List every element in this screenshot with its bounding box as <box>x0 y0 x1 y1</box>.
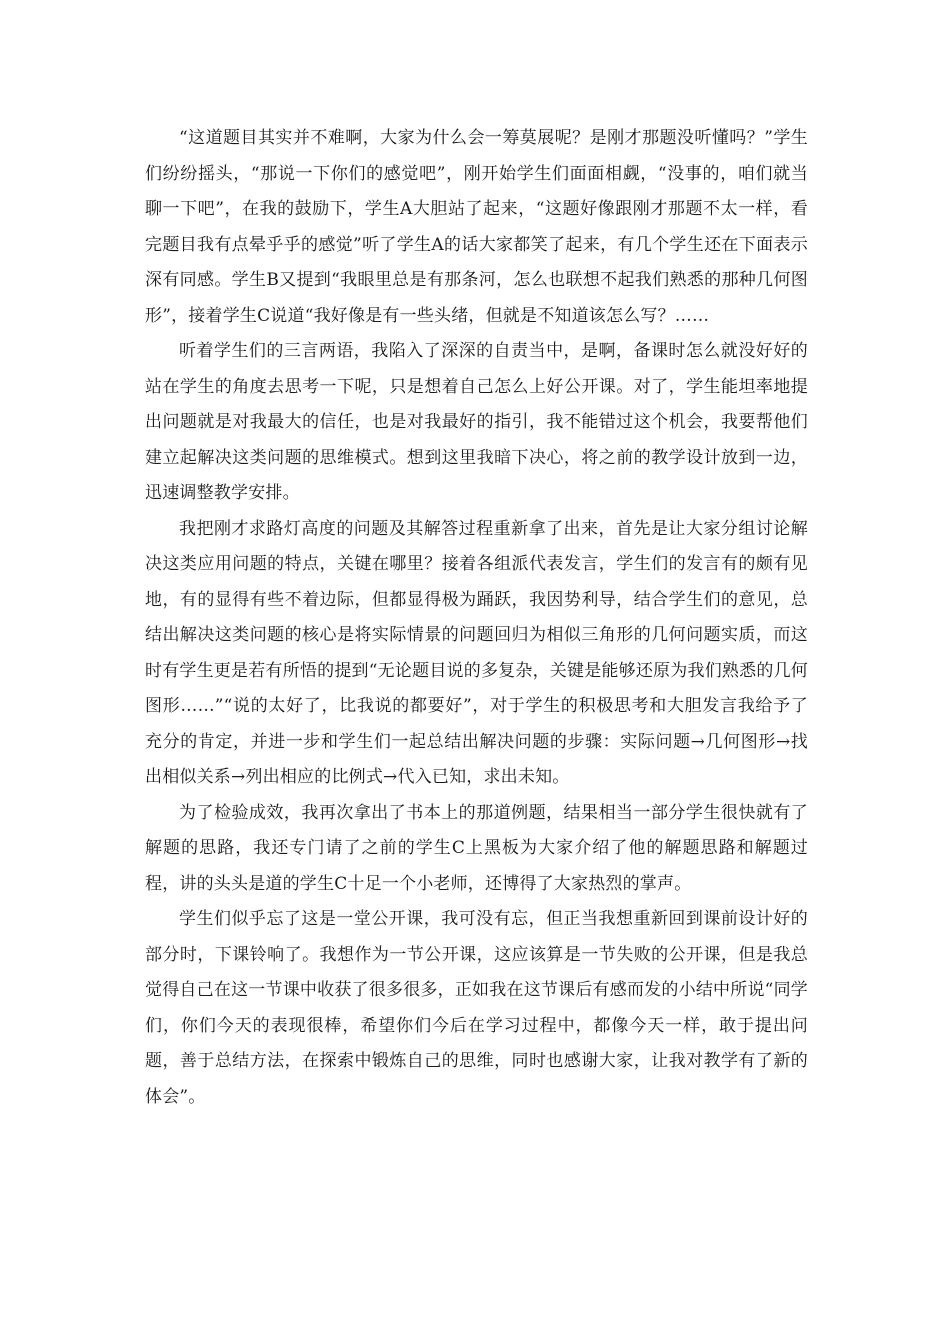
paragraph-2: 听着学生们的三言两语，我陷入了深深的自责当中，是啊，备课时怎么就没好好的站在学生的角度去思考一下呢，只是想着自己怎么上好公开课。对了，学生能坦率地提出问题就是对我最大的信任，也是对我最好的指引，我不能错过这个机会，我要帮他们建立起解决这类问题的思维模式。想到这里我暗下决心，将之前的教学设计放到一边，迅速调整教学安排。 <box>145 341 808 503</box>
paragraph-1: “这道题目其实并不难啊，大家为什么会一筹莫展呢？是刚才那题没听懂吗？”学生们纷纷摇头，“那说一下你们的感觉吧”，刚开始学生们面面相觑，“没事的，咱们就当聊一下吧”，在我的鼓励下，学生A大胆站了起来，“这题好像跟刚才那题不太一样，看完题目我有点晕乎乎的感觉”听了学生A的话大家都笑了起来，有几个学生还在下面表示深有同感。学生B又提到“我眼里总是有那条河，怎么也联想不起我们熟悉的那种几何图形”，接着学生C说道“我好像是有一些头绪，但就是不知道该怎么写？…… <box>145 128 808 326</box>
paragraph-3: 我把刚才求路灯高度的问题及其解答过程重新拿了出来，首先是让大家分组讨论解决这类应用问题的特点，关键在哪里？接着各组派代表发言，学生们的发言有的颇有见地，有的显得有些不着边际，但都显得极为踊跃，我因势利导，结合学生们的意见，总结出解决这类问题的核心是将实际情景的问题回归为相似三角形的几何问题实质，而这时有学生更是若有所悟的提到“无论题目说的多复杂，关键是能够还原为我们熟悉的几何图形……”“说的太好了，比我说的都要好”，对于学生的积极思考和大胆发言我给予了充分的肯定，并进一步和学生们一起总结出解决问题的步骤：实际问题→几何图形→找出相似关系→列出相应的比例式→代入已知，求出未知。 <box>145 518 808 787</box>
document-body <box>145 121 808 1115</box>
paragraph-4: 为了检验成效，我再次拿出了书本上的那道例题，结果相当一部分学生很快就有了解题的思路，我还专门请了之前的学生C上黑板为大家介绍了他的解题思路和解题过程，讲的头头是道的学生C十足一个小老师，还博得了大家热烈的掌声。 <box>145 802 808 894</box>
paragraph-5: 学生们似乎忘了这是一堂公开课，我可没有忘，但正当我想重新回到课前设计好的部分时，下课铃响了。我想作为一节公开课，这应该算是一节失败的公开课，但是我总觉得自己在这一节课中收获了很多很多，正如我在这节课后有感而发的小结中所说“同学们，你们今天的表现很棒，希望你们今后在学习过程中，都像今天一样，敢于提出问题，善于总结方法，在探索中锻炼自己的思维，同时也感谢大家，让我对教学有了新的体会”。 <box>145 909 808 1107</box>
